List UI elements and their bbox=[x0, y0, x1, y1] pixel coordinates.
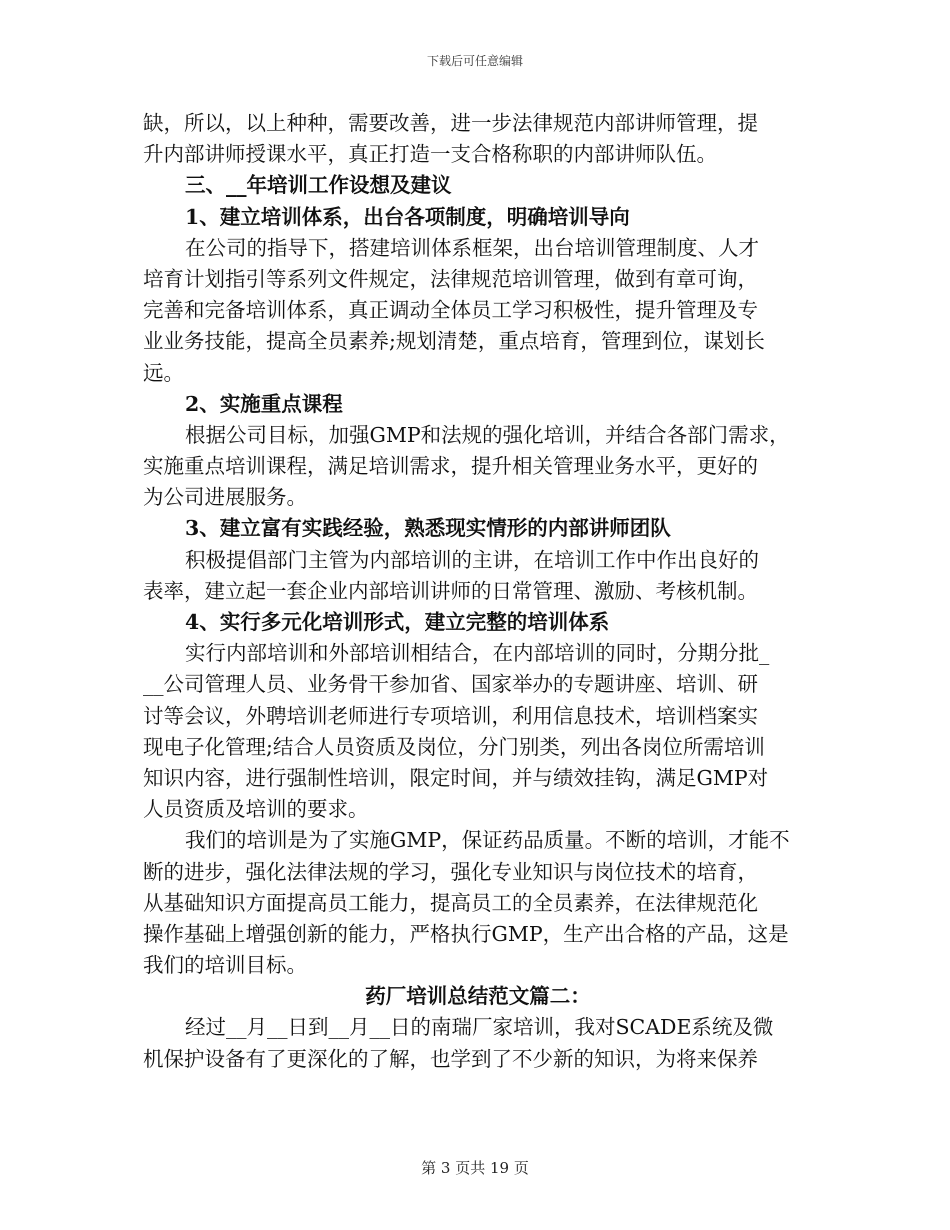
text-line: 经过__月__日到__月__日的南瑞厂家培训，我对SCADE系统及微 bbox=[185, 1015, 774, 1040]
text-line: 讨等会议，外聘培训老师进行专项培训，利用信息技术，培训档案实 bbox=[143, 703, 758, 728]
document-body bbox=[143, 108, 813, 1075]
text-line: 知识内容，进行强制性培训，限定时间，并与绩效挂钩，满足GMP对 bbox=[143, 765, 769, 790]
text-line: 实行内部培训和外部培训相结合，在内部培训的同时，分期分批_ bbox=[185, 641, 770, 666]
text-line: 业业务技能，提高全员素养;规划清楚，重点培育，管理到位，谋划长 bbox=[143, 329, 765, 354]
text-line: 升内部讲师授课水平，真正打造一支合格称职的内部讲师队伍。 bbox=[143, 142, 717, 167]
text-line: __公司管理人员、业务骨干参加省、国家举办的专题讲座、培训、研 bbox=[143, 672, 758, 697]
text-line: 根据公司目标，加强GMP和法规的强化培训，并结合各部门需求， bbox=[185, 422, 790, 447]
text-line: 操作基础上增强创新的能力，严格执行GMP，生产出合格的产品，这是 bbox=[143, 921, 789, 946]
text-line: 在公司的指导下，搭建培训体系框架，出台培训管理制度、人才 bbox=[185, 235, 759, 260]
heading-line: 三、__年培训工作设想及建议 bbox=[185, 173, 452, 198]
text-line: 表率，建立起一套企业内部培训讲师的日常管理、激励、考核机制。 bbox=[143, 578, 758, 603]
text-line: 缺，所以，以上种种，需要改善，进一步法律规范内部讲师管理，提 bbox=[143, 111, 758, 135]
text-line: 从基础知识方面提高员工能力，提高员工的全员素养，在法律规范化 bbox=[143, 890, 758, 915]
text-line: 现电子化管理;结合人员资质及岗位，分门别类，列出各岗位所需培训 bbox=[143, 734, 765, 759]
heading-line: 1、建立培训体系，出台各项制度，明确培训导向 bbox=[185, 204, 630, 229]
heading-line: 4、实行多元化培训形式，建立完整的培训体系 bbox=[185, 610, 610, 634]
page-footer: 第 3 页共 19 页 bbox=[421, 1159, 529, 1177]
heading-line: 2、实施重点课程 bbox=[185, 391, 343, 416]
text-line: 积极提倡部门主管为内部培训的主讲，在培训工作中作出良好的 bbox=[185, 547, 759, 572]
text-line: 我们的培训是为了实施GMP，保证药品质量。不断的培训，才能不 bbox=[185, 828, 790, 853]
text-line: 实施重点培训课程，满足培训需求，提升相关管理业务水平，更好的 bbox=[143, 454, 758, 479]
heading-line: 3、建立富有实践经验，熟悉现实情形的内部讲师团队 bbox=[185, 516, 671, 541]
text-line: 我们的培训目标。 bbox=[143, 953, 307, 978]
text-line: 人员资质及培训的要求。 bbox=[143, 797, 369, 822]
text-line: 培育计划指引等系列文件规定，法律规范培训管理，做到有章可询， bbox=[143, 266, 758, 291]
text-line: 机保护设备有了更深化的了解，也学到了不少新的知识，为将来保养 bbox=[143, 1046, 758, 1071]
text-line: 断的进步，强化法律法规的学习，强化专业知识与岗位技术的培育， bbox=[143, 859, 758, 884]
section-title: 药厂培训总结范文篇二： bbox=[365, 984, 591, 1009]
page-header: 下载后可任意编辑 bbox=[426, 54, 523, 68]
text-line: 完善和完备培训体系，真正调动全体员工学习积极性，提升管理及专 bbox=[143, 298, 758, 323]
text-line: 为公司进展服务。 bbox=[143, 485, 307, 510]
text-line: 远。 bbox=[143, 360, 184, 385]
